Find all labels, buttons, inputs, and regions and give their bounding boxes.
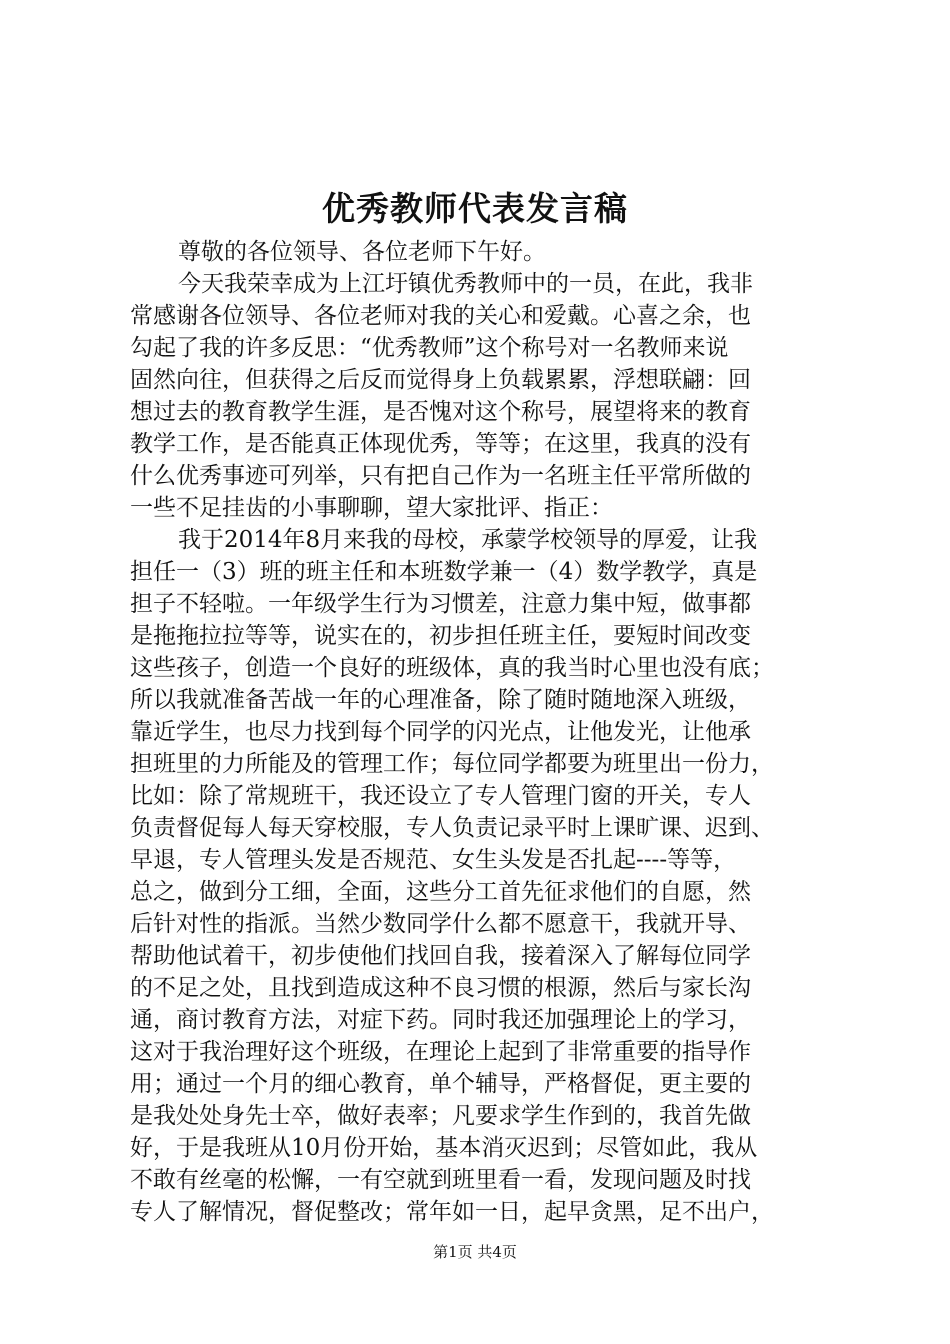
paragraph-line: 比如：除了常规班干，我还设立了专人管理门窗的开关，专人 (130, 783, 751, 809)
paragraph-line: 尊敬的各位领导、各位老师下午好。 (178, 239, 546, 265)
paragraph-line: 所以我就准备苦战一年的心理准备，除了随时随地深入班级， (130, 687, 751, 713)
paragraph-line: 的不足之处，且找到造成这种不良习惯的根源，然后与家长沟 (130, 975, 751, 1001)
paragraph-line: 是拖拖拉拉等等，说实在的，初步担任班主任，要短时间改变 (130, 623, 751, 649)
paragraph-line: 专人了解情况，督促整改；常年如一日，起早贪黑，足不出户， (130, 1199, 774, 1225)
page-number-footer: 第1页 共4页 (433, 1243, 517, 1261)
paragraph-line: 负责督促每人每天穿校服，专人负责记录平时上课旷课、迟到、 (130, 815, 774, 841)
paragraph-line: 想过去的教育教学生涯，是否愧对这个称号，展望将来的教育 (130, 399, 751, 425)
document-body (130, 236, 830, 1228)
paragraph-line: 教学工作，是否能真正体现优秀，等等；在这里，我真的没有 (130, 431, 751, 457)
paragraph-line: 用；通过一个月的细心教育，单个辅导，严格督促，更主要的 (130, 1071, 751, 1097)
paragraph-line: 担任一（3）班的班主任和本班数学兼一（4）数学教学，真是 (130, 559, 758, 585)
paragraph-line: 早退，专人管理头发是否规范、女生头发是否扎起----等等， (130, 847, 737, 873)
paragraph-line: 一些不足挂齿的小事聊聊，望大家批评、指正： (130, 495, 613, 521)
paragraph-line: 是我处处身先士卒，做好表率；凡要求学生作到的，我首先做 (130, 1103, 751, 1129)
paragraph-line: 固然向往，但获得之后反而觉得身上负载累累，浮想联翩：回 (130, 367, 751, 393)
paragraph-line: 今天我荣幸成为上江圩镇优秀教师中的一员，在此，我非 (178, 271, 753, 297)
paragraph-line: 帮助他试着干，初步使他们找回自我，接着深入了解每位同学 (130, 943, 751, 969)
paragraph-line: 什么优秀事迹可列举，只有把自己作为一名班主任平常所做的 (130, 463, 751, 489)
paragraph-line: 担班里的力所能及的管理工作；每位同学都要为班里出一份力， (130, 751, 774, 777)
document-title: 优秀教师代表发言稿 (322, 189, 628, 228)
paragraph-line: 后针对性的指派。当然少数同学什么都不愿意干，我就开导、 (130, 911, 751, 937)
paragraph-line: 勾起了我的许多反思：“优秀教师”这个称号对一名教师来说 (130, 335, 729, 361)
paragraph-line: 通，商讨教育方法，对症下药。同时我还加强理论上的学习， (130, 1007, 751, 1033)
paragraph-line: 我于2014年8月来我的母校，承蒙学校领导的厚爱，让我 (178, 527, 758, 553)
paragraph-line: 靠近学生，也尽力找到每个同学的闪光点，让他发光，让他承 (130, 719, 751, 745)
paragraph-line: 总之，做到分工细，全面，这些分工首先征求他们的自愿，然 (130, 879, 751, 905)
paragraph-line: 担子不轻啦。一年级学生行为习惯差，注意力集中短，做事都 (130, 591, 751, 617)
paragraph-line: 这些孩子，创造一个良好的班级体，真的我当时心里也没有底； (130, 655, 774, 681)
paragraph-line: 好，于是我班从10月份开始，基本消灭迟到；尽管如此，我从 (130, 1135, 758, 1161)
paragraph-line: 这对于我治理好这个班级，在理论上起到了非常重要的指导作 (130, 1039, 751, 1065)
paragraph-line: 常感谢各位领导、各位老师对我的关心和爱戴。心喜之余，也 (130, 303, 751, 329)
paragraph-line: 不敢有丝毫的松懈，一有空就到班里看一看，发现问题及时找 (130, 1167, 751, 1193)
